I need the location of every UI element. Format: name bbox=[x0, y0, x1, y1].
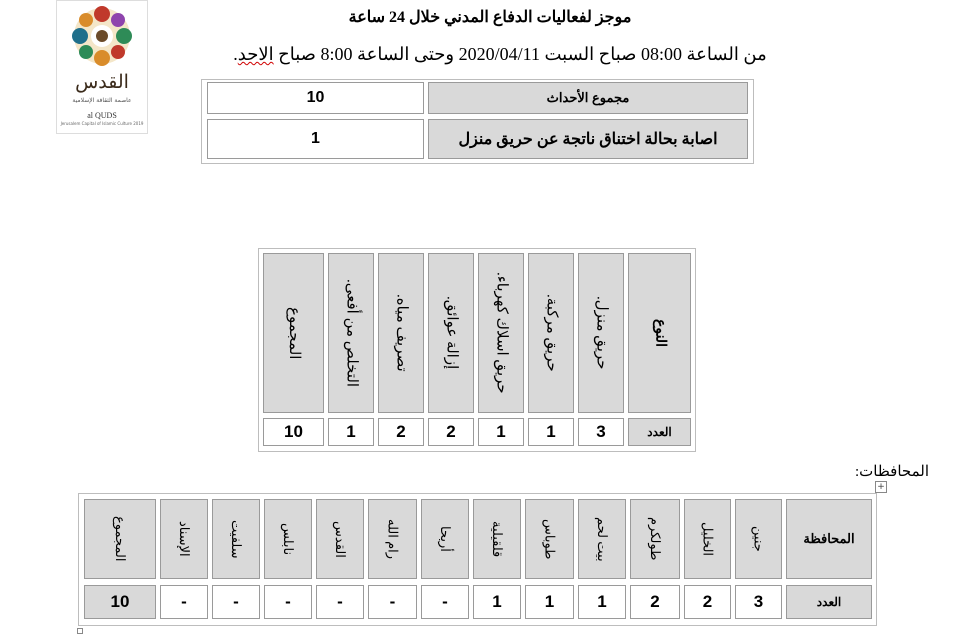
report-period-end: . bbox=[233, 44, 238, 64]
gov-count: - bbox=[212, 585, 260, 619]
type-name: إزالة عوائق. bbox=[443, 296, 460, 370]
summary-label-total: مجموع الأحداث bbox=[428, 82, 748, 114]
gov-col-ramallah bbox=[368, 499, 417, 579]
type-name: حريق مركبة. bbox=[543, 294, 560, 372]
gov-name: بيت لحم bbox=[595, 516, 611, 562]
type-count: 3 bbox=[578, 418, 624, 446]
gov-count: 2 bbox=[630, 585, 680, 619]
logo-arabic-text: القدس bbox=[75, 71, 129, 93]
type-col-vehicle-fire bbox=[528, 253, 574, 413]
type-col-wires-fire bbox=[478, 253, 524, 413]
gov-col-hebron bbox=[684, 499, 731, 579]
logo-subtitle: عاصمة الثقافة الإسلامية bbox=[72, 97, 132, 104]
gov-col-bethlehem bbox=[578, 499, 626, 579]
governorates-title: المحافظات: bbox=[855, 464, 929, 480]
gov-count-label: العدد bbox=[786, 585, 872, 619]
gov-count: - bbox=[421, 585, 469, 619]
type-col-total bbox=[263, 253, 324, 413]
gov-count: - bbox=[316, 585, 364, 619]
gov-col-jerusalem bbox=[316, 499, 364, 579]
gov-count: 1 bbox=[578, 585, 626, 619]
gov-name: قلقيلية bbox=[490, 520, 506, 558]
gov-count: 1 bbox=[473, 585, 521, 619]
gov-col-support bbox=[160, 499, 208, 579]
type-count: 10 bbox=[263, 418, 324, 446]
type-col-snake bbox=[328, 253, 374, 413]
type-col-house-fire bbox=[578, 253, 624, 413]
gov-count: 3 bbox=[735, 585, 782, 619]
gov-count: 1 bbox=[525, 585, 574, 619]
type-name: حريق منزل. bbox=[593, 296, 610, 370]
type-count: 1 bbox=[478, 418, 524, 446]
gov-name: المجموع bbox=[113, 516, 129, 562]
types-count-label: العدد bbox=[628, 418, 691, 446]
gov-name: رام الله bbox=[385, 518, 401, 560]
gov-count: - bbox=[264, 585, 312, 619]
type-name: التخلص من أفعى. bbox=[343, 278, 360, 388]
gov-name: أريحا bbox=[438, 526, 454, 552]
gov-count: 2 bbox=[684, 585, 731, 619]
gov-col-qalqilya bbox=[473, 499, 521, 579]
gov-name: نابلس bbox=[281, 522, 297, 556]
table-resize-handle[interactable] bbox=[77, 628, 83, 634]
gov-name: القدس bbox=[333, 520, 349, 558]
summary-value-injury: 1 bbox=[207, 119, 424, 159]
report-period-prefix: من الساعة 08:00 صباح السبت 2020/04/11 وحتى الساعة 8:00 صباح bbox=[273, 44, 767, 64]
gov-name: جنين bbox=[751, 526, 767, 552]
report-period-day: الاحد bbox=[237, 44, 274, 64]
type-name: المجموع bbox=[286, 306, 303, 360]
gov-col-nablus bbox=[264, 499, 312, 579]
report-title: موجز لفعاليات الدفاع المدني خلال 24 ساعة bbox=[348, 9, 632, 26]
type-name: تصريف مياه. bbox=[393, 294, 410, 372]
type-count: 2 bbox=[428, 418, 474, 446]
gov-name: طولكرم bbox=[648, 517, 664, 561]
table-move-handle[interactable]: + bbox=[875, 481, 887, 493]
gov-name: طوباس bbox=[542, 518, 558, 560]
gov-count: - bbox=[160, 585, 208, 619]
type-col-obstacles bbox=[428, 253, 474, 413]
summary-value-total: 10 bbox=[207, 82, 424, 114]
gov-col-jenin bbox=[735, 499, 782, 579]
type-col-water-drain bbox=[378, 253, 424, 413]
types-header-cell bbox=[628, 253, 691, 413]
type-name: حريق اسلاك كهرباء. bbox=[493, 272, 510, 394]
gov-col-tulkarm bbox=[630, 499, 680, 579]
gov-col-total bbox=[84, 499, 156, 579]
summary-label-injury: اصابة بحالة اختناق ناتجة عن حريق منزل bbox=[428, 119, 748, 159]
type-count: 1 bbox=[528, 418, 574, 446]
gov-name: سلفيت bbox=[229, 519, 245, 559]
gov-col-jericho bbox=[421, 499, 469, 579]
logo-english-text: al QUDS bbox=[87, 111, 117, 120]
types-header-label: النوع bbox=[652, 319, 668, 347]
report-period bbox=[150, 44, 850, 65]
gov-name: الخليل bbox=[700, 521, 716, 557]
al-quds-logo bbox=[56, 0, 148, 134]
type-count: 1 bbox=[328, 418, 374, 446]
gov-header-label: المحافظة bbox=[803, 531, 855, 546]
logo-english-subtitle: Jerusalem Capital of Islamic Culture 2019 bbox=[60, 121, 144, 126]
type-count: 2 bbox=[378, 418, 424, 446]
logo-star-emblem bbox=[71, 5, 133, 67]
gov-count: - bbox=[368, 585, 417, 619]
gov-header-cell bbox=[786, 499, 872, 579]
gov-col-salfit bbox=[212, 499, 260, 579]
gov-col-tubas bbox=[525, 499, 574, 579]
gov-name: الإسناد bbox=[177, 521, 193, 557]
gov-count-total: 10 bbox=[84, 585, 156, 619]
